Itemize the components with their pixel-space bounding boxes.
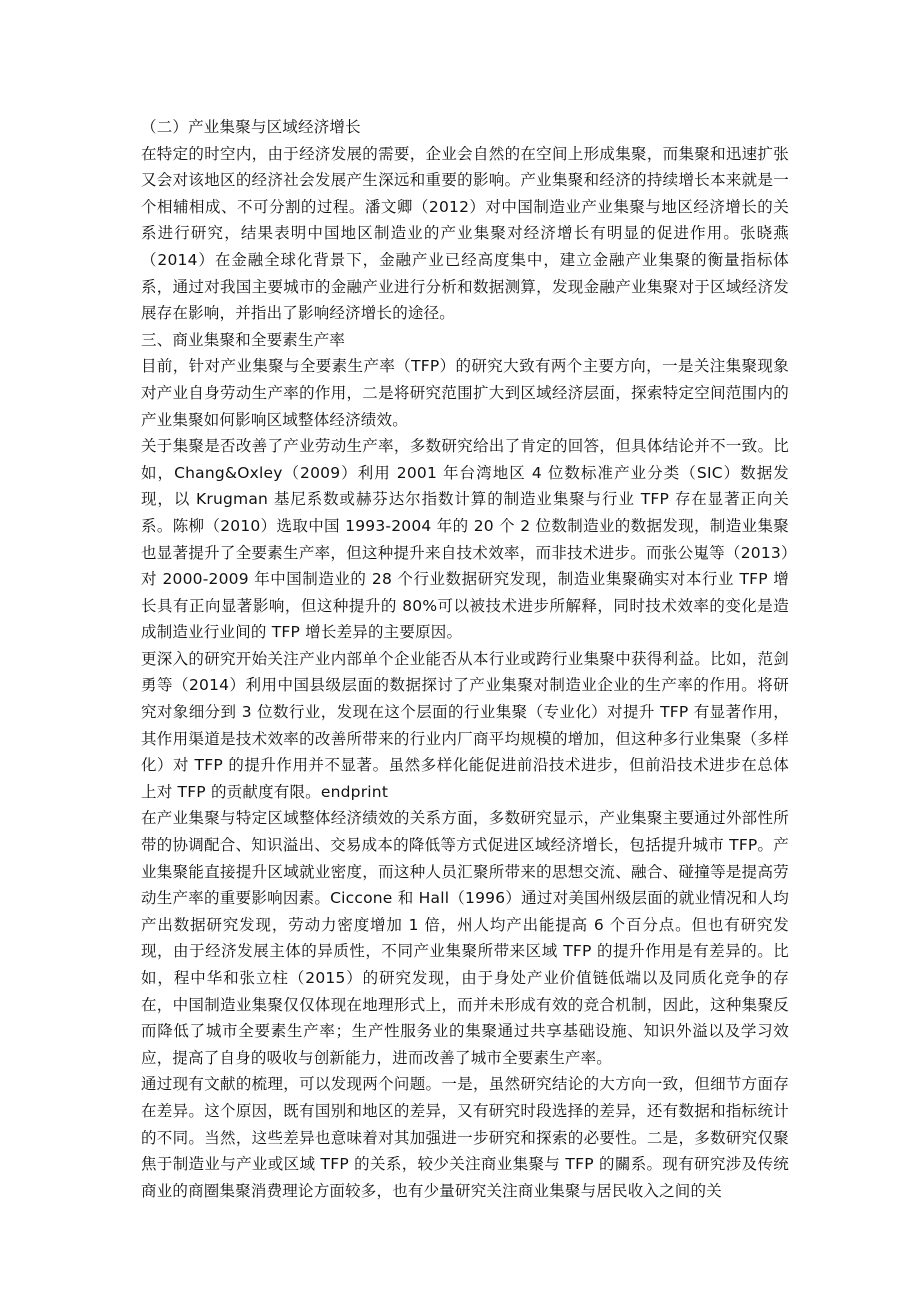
paragraph-labor-productivity: 关于集聚是否改善了产业劳动生产率，多数研究给出了肯定的回答，但具体结论并不一致。比如，Chang&Oxley（2009）利用 2001 年台湾地区 4 位数标准产业分类（SIC）数据发现，以 Krugman 基尼系数或赫芬达尔指数计算的制造业集聚与行业 TFP 存在显著正向关系。陈柳（2010）选取中国 1993-2004 年的 20 个 2 位数制造业的数据发现，制造业集聚也显著提升了全要素生产率，但这种提升来自技术效率，而非技术进步。而张公嵬等（2013）对 2000-2009 年中国制造业的 28 个行业数据研究发现，制造业集聚确实对本行业 TFP 增长具有正向显著影响，但这种提升的 80%可以被技术进步所解释，同时技术效率的变化是造成制造业行业间的 TFP 增长差异的主要原因。: [141, 437, 789, 642]
paragraph-regional-performance: 在产业集聚与特定区域整体经济绩效的关系方面，多数研究显示，产业集聚主要通过外部性所带的协调配合、知识溢出、交易成本的降低等方式促进区域经济增长，包括提升城市 TFP。产业集聚能直接提升区域就业密度，而这种人员汇聚所带来的思想交流、融合、碰撞等是提高劳动生产率的重要影响因素。Ciccone 和 Hall（1996）通过对美国州级层面的就业情况和人均产出数据研究发现，劳动力密度增加 1 倍，州人均产出能提高 6 个百分点。但也有研究发现，由于经济发展主体的异质性，不同产业集聚所带来区域 TFP 的提升作用是有差异的。比如，程中华和张立柱（2015）的研究发现，由于身处产业价值链低端以及同质化竞争的存在，中国制造业集聚仅仅体现在地理形式上，而并未形成有效的竞合机制，因此，这种集聚反而降低了城市全要素生产率；生产性服务业的集聚通过共享基础设施、知识外溢以及学习效应，提高了自身的吸收与创新能力，进而改善了城市全要素生产率。: [141, 809, 789, 1067]
section-heading-commercial-agglomeration-tfp: 三、商业集聚和全要素生产率: [141, 330, 346, 349]
section-heading-industry-agglomeration-growth: （二）产业集聚与区域经济增长: [141, 118, 361, 136]
paragraph-firm-level-research: 更深入的研究开始关注产业内部单个企业能否从本行业或跨行业集聚中获得利益。比如，范剑勇等（2014）利用中国县级层面的数据探讨了产业集聚对制造业企业的生产率的作用。将研究对象细分到 3 位数行业，发现在这个层面的行业集聚（专业化）对提升 TFP 有显著作用，其作用渠道是技术效率的改善所带来的行业内厂商平均规模的增加，但这种多行业集聚（多样化）对 TFP 的提升作用并不显著。虽然多样化能促进前沿技术进步，但前沿技术进步在总体上对 TFP 的贡献度有限。endprint: [141, 649, 789, 801]
paragraph-agglomeration-growth: 在特定的时空内，由于经济发展的需要，企业会自然的在空间上形成集聚，而集聚和迅速扩张又会对该地区的经济社会发展产生深远和重要的影响。产业集聚和经济的持续增长本来就是一个相辅相成、不可分割的过程。潘文卿（2012）对中国制造业产业集聚与地区经济增长的关系进行研究，结果表明中国地区制造业的产业集聚对经济增长有明显的促进作用。张晓燕（2014）在金融全球化背景下，金融产业已经高度集中，建立金融产业集聚的衡量指标体系，通过对我国主要城市的金融产业进行分析和数据测算，发现金融产业集聚对于区域经济发展存在影响，并指出了影响经济增长的途径。: [141, 144, 789, 323]
document-page: [141, 114, 789, 1204]
paragraph-literature-review: 通过现有文献的梳理，可以发现两个问题。一是，虽然研究结论的大方向一致，但细节方面存在差异。这个原因，既有国别和地区的差异，又有研究时段选择的差异，还有数据和指标统计的不同。当然，这些差异也意味着对其加强进一步研究和探索的必要性。二是，多数研究仅聚焦于制造业与产业或区域 TFP 的关系，较少关注商业集聚与 TFP 的關系。现有研究涉及传统商业的商圈集聚消费理论方面较多，也有少量研究关注商业集聚与居民收入之间的关: [141, 1075, 789, 1200]
paragraph-research-directions: 目前，针对产业集聚与全要素生产率（TFP）的研究大致有两个主要方向，一是关注集聚现象对产业自身劳动生产率的作用，二是将研究范围扩大到区域经济层面，探索特定空间范围内的产业集聚如何影响区域整体经济绩效。: [141, 357, 789, 429]
